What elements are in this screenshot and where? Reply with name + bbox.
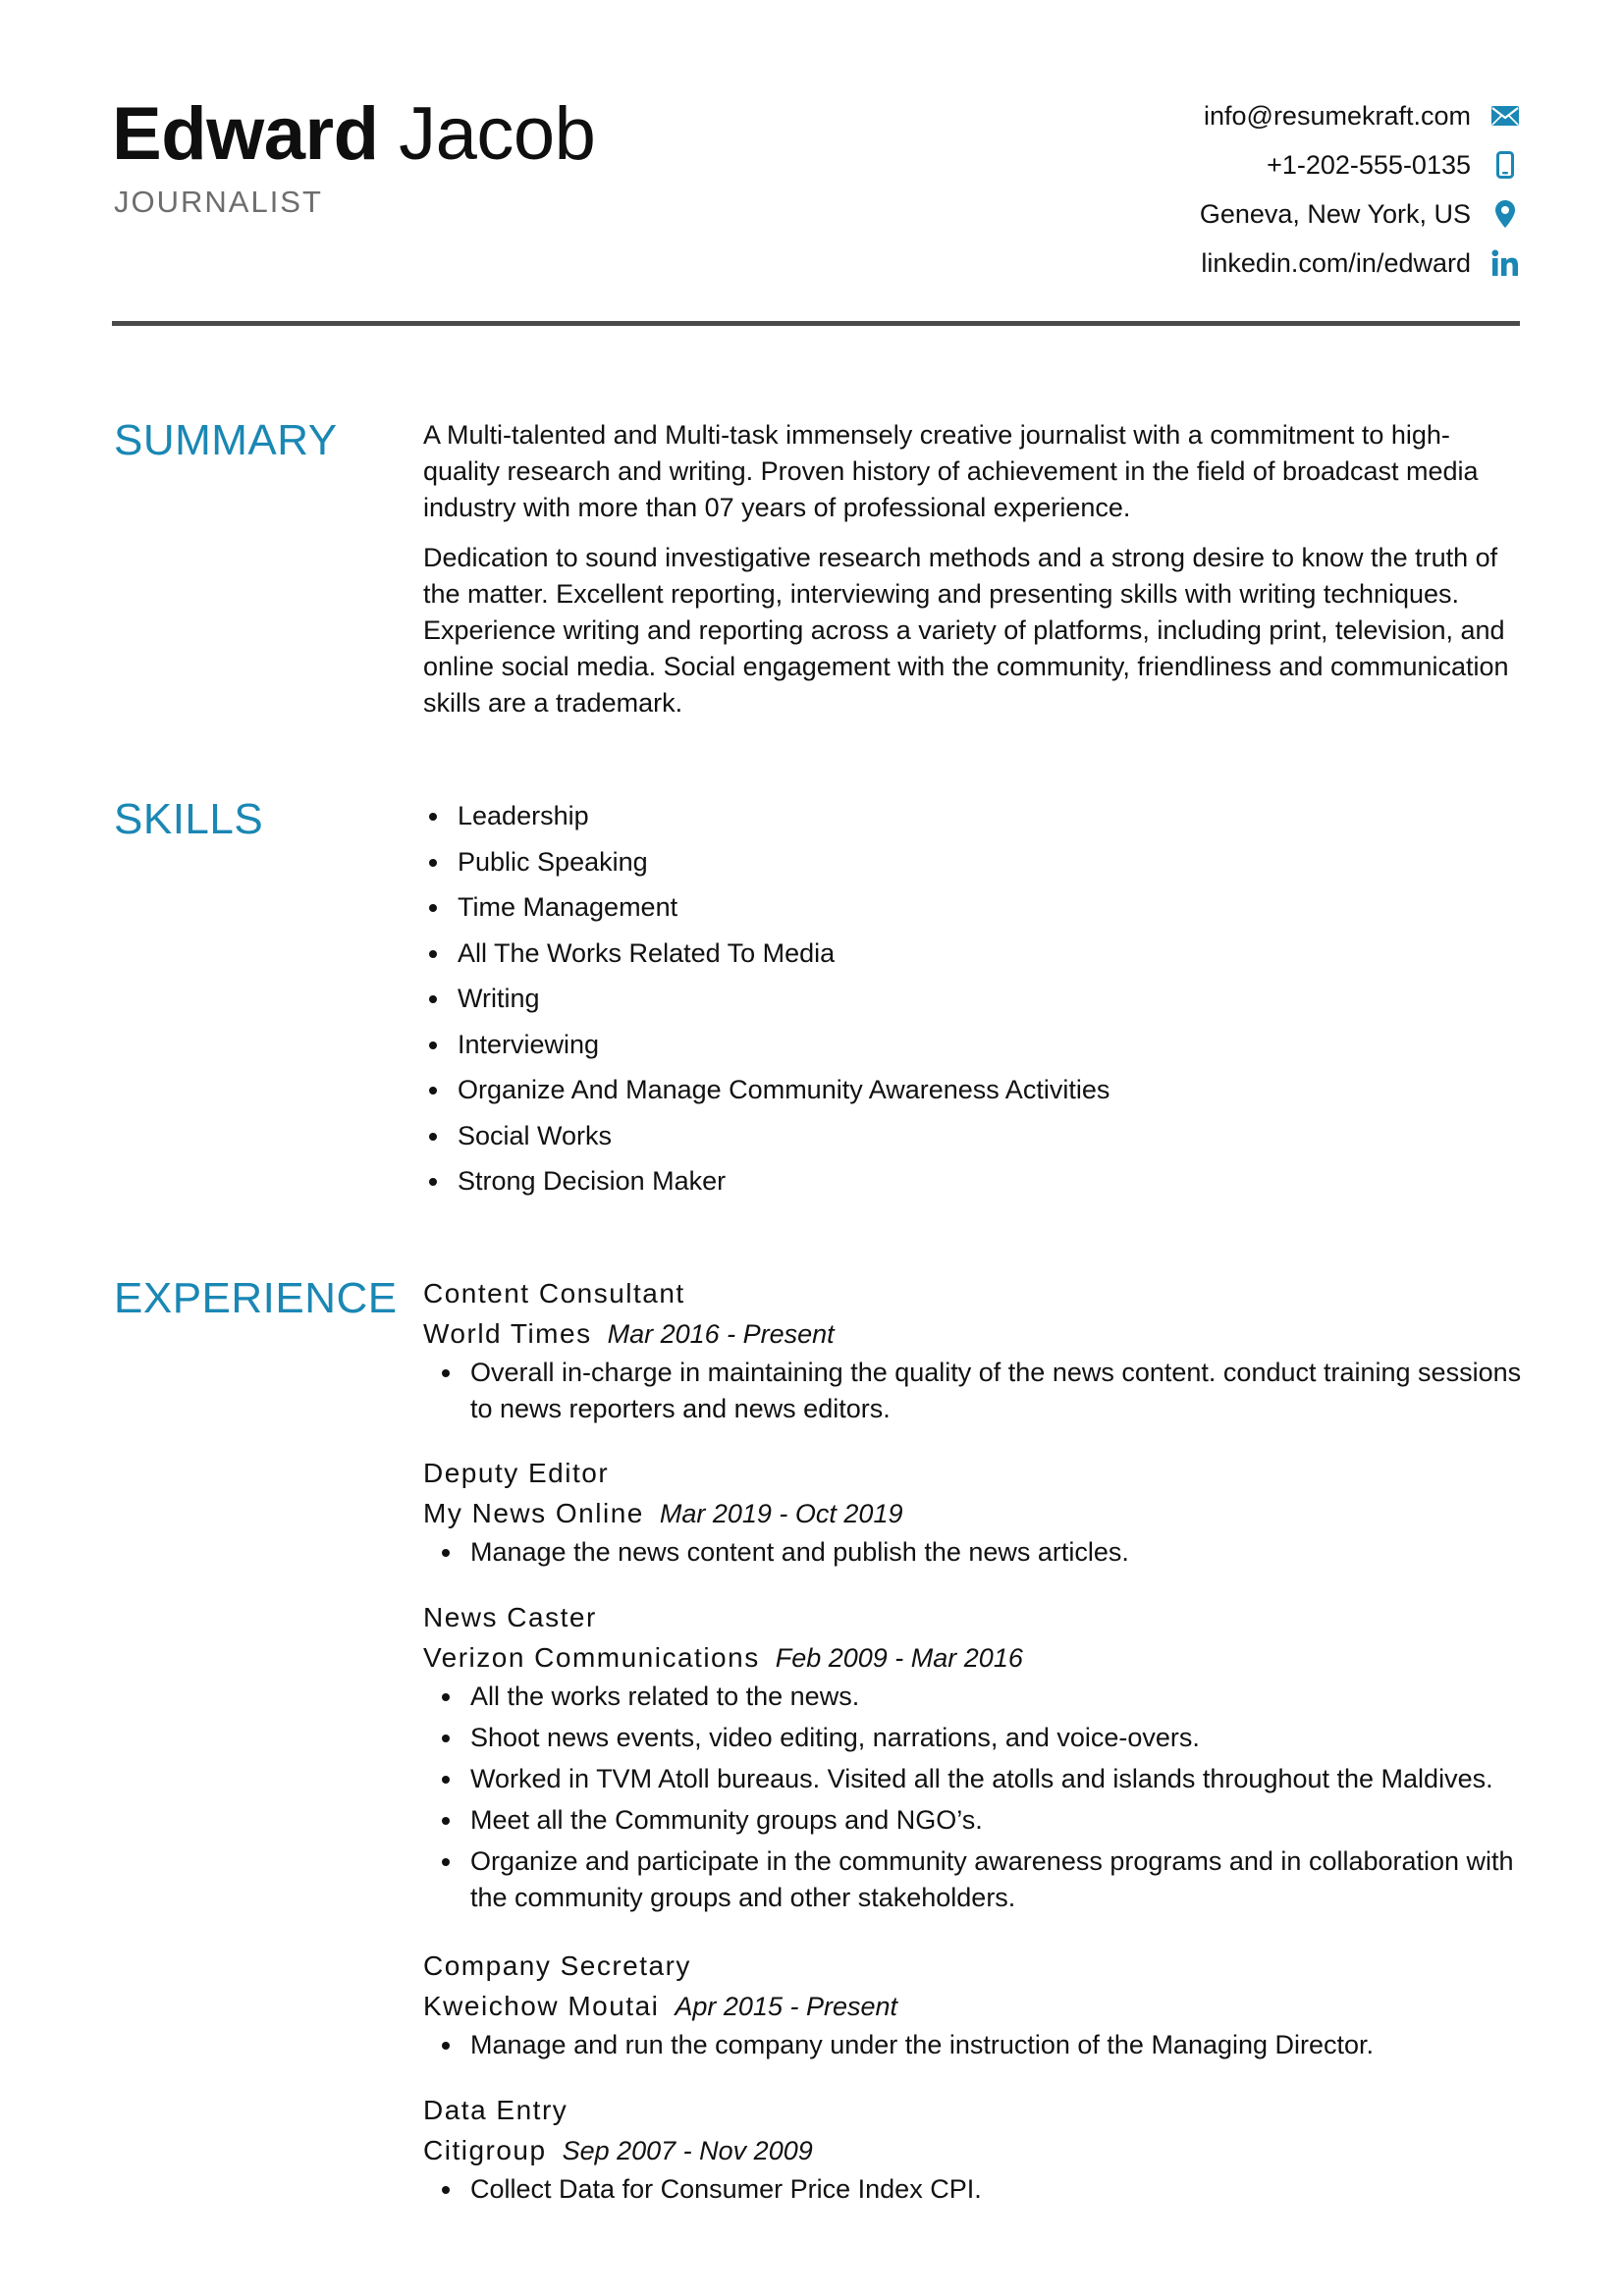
summary-paragraph: A Multi-talented and Multi-task immensely creative journalist with a commitment to high-quality research and writing. Proven history of achievement in the field of broadcast media industry with more than 07 years of professional experience. [423, 420, 1479, 522]
job-company-line [423, 1986, 1523, 2027]
email-text[interactable]: info@resumekraft.com [1204, 100, 1471, 131]
job-role: Deputy Editor [423, 1458, 610, 1488]
contact-location[interactable] [1200, 194, 1520, 234]
job-company-line [423, 2130, 1523, 2171]
job-title: JOURNALIST [114, 185, 323, 219]
job-point: All the works related to the news. [423, 1679, 1523, 1715]
skills-section [423, 793, 1523, 1204]
skill-item: Writing [423, 976, 1523, 1022]
map-pin-icon [1490, 198, 1520, 230]
job-point: Manage and run the company under the instruction of the Managing Director. [423, 2027, 1523, 2063]
header-divider [112, 321, 1520, 326]
job-point: Manage the news content and publish the news articles. [423, 1534, 1523, 1571]
contact-email[interactable] [1204, 96, 1520, 135]
linkedin-icon [1490, 247, 1520, 279]
job-company: My News Online [423, 1498, 644, 1528]
skill-item: Strong Decision Maker [423, 1158, 1523, 1204]
job-point: Organize and participate in the community awareness programs and in collaboration with the community groups and other stakeholders. [423, 1843, 1523, 1916]
job-point: Collect Data for Consumer Price Index CPI. [423, 2171, 1523, 2208]
envelope-icon [1490, 100, 1520, 132]
job-entry [423, 1454, 1523, 1575]
job-role: Content Consultant [423, 1278, 685, 1308]
job-entry [423, 1598, 1523, 1921]
job-point: Worked in TVM Atoll bureaus. Visited all the atolls and islands throughout the Maldives. [423, 1761, 1523, 1797]
summary-paragraph: Dedication to sound investigative research methods and a strong desire to know the truth of the matter. Excellent reporting, interviewing and presenting skills with writing techniques. Experience writing and reporting across a variety of platforms, including print, television, and online social media. Social engagement with the community, friendliness and communication skills are a trademark. [423, 543, 1509, 718]
skill-item: Time Management [423, 884, 1523, 931]
job-entry [423, 1274, 1523, 1432]
job-points [423, 2171, 1523, 2208]
job-point: Shoot news events, video editing, narrations, and voice-overs. [423, 1720, 1523, 1756]
job-role: Company Secretary [423, 1950, 691, 1981]
job-point: Overall in-charge in maintaining the quality of the news content. conduct training sessions to news reporters and news editors. [423, 1355, 1523, 1427]
phone-text[interactable]: +1-202-555-0135 [1267, 149, 1471, 180]
mobile-phone-icon [1490, 149, 1520, 181]
skill-item: All The Works Related To Media [423, 931, 1523, 977]
job-points [423, 1534, 1523, 1571]
job-company: Verizon Communications [423, 1642, 760, 1673]
job-entry [423, 1947, 1523, 2068]
experience-heading: EXPERIENCE [114, 1274, 398, 1322]
job-company: Citigroup [423, 2135, 547, 2165]
contact-linkedin[interactable] [1201, 243, 1520, 283]
experience-section [423, 1274, 1523, 2216]
skills-list [423, 793, 1523, 1204]
summary-heading: SUMMARY [114, 416, 338, 464]
job-dates: Mar 2016 - Present [607, 1319, 835, 1349]
job-points [423, 2027, 1523, 2063]
job-dates: Sep 2007 - Nov 2009 [562, 2136, 813, 2165]
summary-section [423, 417, 1523, 721]
last-name: Jacob [399, 92, 596, 176]
job-points [423, 1679, 1523, 1916]
job-role: News Caster [423, 1602, 597, 1632]
job-dates: Mar 2019 - Oct 2019 [659, 1499, 903, 1528]
resume-header [112, 90, 1520, 326]
job-company-line [423, 1637, 1523, 1679]
job-dates: Feb 2009 - Mar 2016 [775, 1643, 1023, 1673]
skill-item: Public Speaking [423, 839, 1523, 885]
job-company-line [423, 1313, 1523, 1355]
location-text[interactable]: Geneva, New York, US [1199, 198, 1471, 229]
job-points [423, 1355, 1523, 1427]
job-dates: Apr 2015 - Present [675, 1992, 898, 2021]
skill-item: Interviewing [423, 1022, 1523, 1068]
skill-item: Organize And Manage Community Awareness Activities [423, 1067, 1523, 1113]
skill-item: Leadership [423, 793, 1523, 839]
skills-heading: SKILLS [114, 795, 264, 843]
skill-item: Social Works [423, 1113, 1523, 1159]
job-company: World Times [423, 1318, 592, 1349]
full-name [112, 90, 595, 179]
job-entry [423, 2091, 1523, 2213]
first-name: Edward [112, 92, 379, 176]
job-point: Meet all the Community groups and NGO’s. [423, 1802, 1523, 1839]
contact-phone[interactable] [1267, 145, 1520, 185]
linkedin-text[interactable]: linkedin.com/in/edward [1201, 247, 1471, 278]
job-company: Kweichow Moutai [423, 1991, 660, 2021]
job-role: Data Entry [423, 2095, 568, 2125]
job-company-line [423, 1493, 1523, 1534]
